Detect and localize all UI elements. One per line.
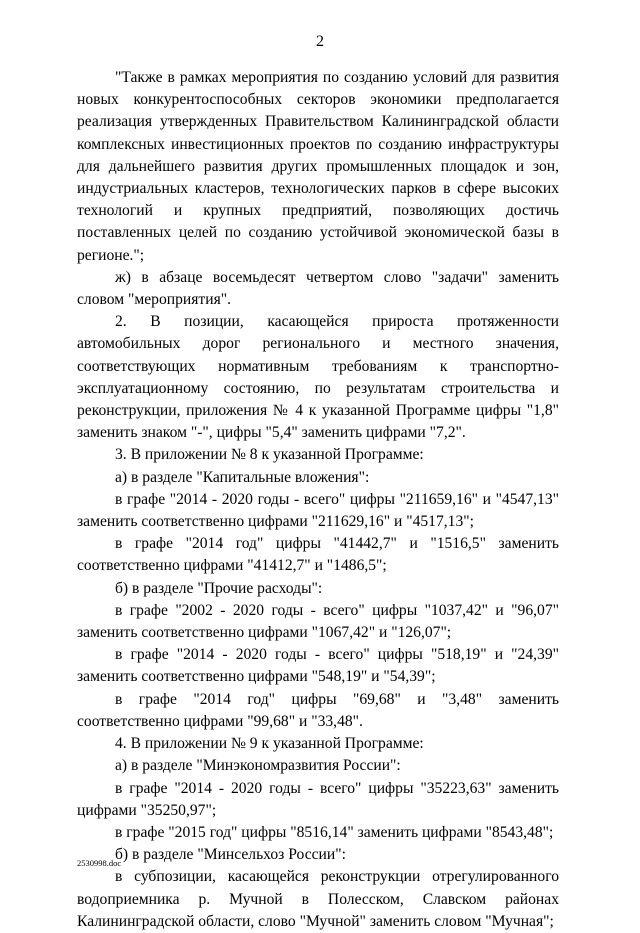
paragraph-item-3a-2: в графе "2014 год" цифры "41442,7" и "1516,5" заменить соответственно цифрами "41412,7" и "1486,5"; xyxy=(77,535,559,575)
paragraph-item-2: 2. В позиции, касающейся прироста протяженности автомобильных дорог регионального и местного значения, соответствующих нормативным требованиям к транспортно-эксплуатационному состоянию, по результатам строительства и реконструкции, приложения № 4 к указанной Программе цифры "1,8" заменить знаком "-", цифры "5,4" заменить цифрами "7,2". xyxy=(77,313,559,442)
paragraph-item-4b: б) в разделе "Минсельхоз России": xyxy=(115,846,346,864)
footer-doc-id: 2530998.doc xyxy=(77,858,122,868)
paragraph-item-zh: ж) в абзаце восемьдесят четвертом слово "задачи" заменить словом "мероприятия". xyxy=(77,268,559,309)
paragraph-item-4: 4. В приложении № 9 к указанной Программе: xyxy=(115,735,424,753)
paragraph-item-3b-2: в графе "2014 - 2020 годы - всего" цифры "518,19" и "24,39" заменить соответственно цифрами "548,19" и "54,39"; xyxy=(77,646,559,686)
paragraph-item-4a-2: в графе "2015 год" цифры "8516,14" заменить цифрами "8543,48"; xyxy=(115,823,554,841)
paragraph-item-4a: а) в разделе "Минэкономразвития России": xyxy=(115,757,401,775)
paragraph-item-3a-1: в графе "2014 - 2020 годы - всего" цифры "211659,16" и "4547,13" заменить соответственно цифрами "211629,16" и "4517,13"; xyxy=(77,490,559,531)
paragraph-quoted-text: "Также в рамках мероприятия по созданию условий для развития новых конкурентоспособных секторов экономики предполагается реализация утвержденных Правительством Калининградской области комплексных инвестиционных проектов по созданию инфраструктуры для дальнейшего развития других промышленных площадок и зон, индустриальных кластеров, технологических парков в сфере высоких технологий и крупных предприятий, позволяющих достичь поставленных целей по созданию устойчивой экономической базы в регионе."; xyxy=(77,69,559,264)
paragraph-item-3b-3: в графе "2014 год" цифры "69,68" и "3,48" заменить соответственно цифрами "99,68" и "33,48". xyxy=(77,690,559,730)
paragraph-item-3b-1: в графе "2002 - 2020 годы - всего" цифры "1037,42" и "96,07" заменить соответственно цифрами "1067,42" и "126,07"; xyxy=(77,601,559,642)
paragraph-item-3: 3. В приложении № 8 к указанной Программе: xyxy=(115,446,424,464)
document-body xyxy=(77,67,559,933)
paragraph-item-4b-1: в субпозиции, касающейся реконструкции отрегулированного водоприемника р. Мучной в Полесском, Славском районах Калининградской области, слово "Мучной" заменить словом "Мучная"; xyxy=(77,868,559,930)
paragraph-item-3b: б) в разделе "Прочие расходы": xyxy=(115,579,323,597)
page-number: 2 xyxy=(316,33,324,50)
paragraph-item-3a: а) в разделе "Капитальные вложения": xyxy=(115,468,370,486)
paragraph-item-4a-1: в графе "2014 - 2020 годы - всего" цифры "35223,63" заменить цифрами "35250,97"; xyxy=(77,779,559,819)
